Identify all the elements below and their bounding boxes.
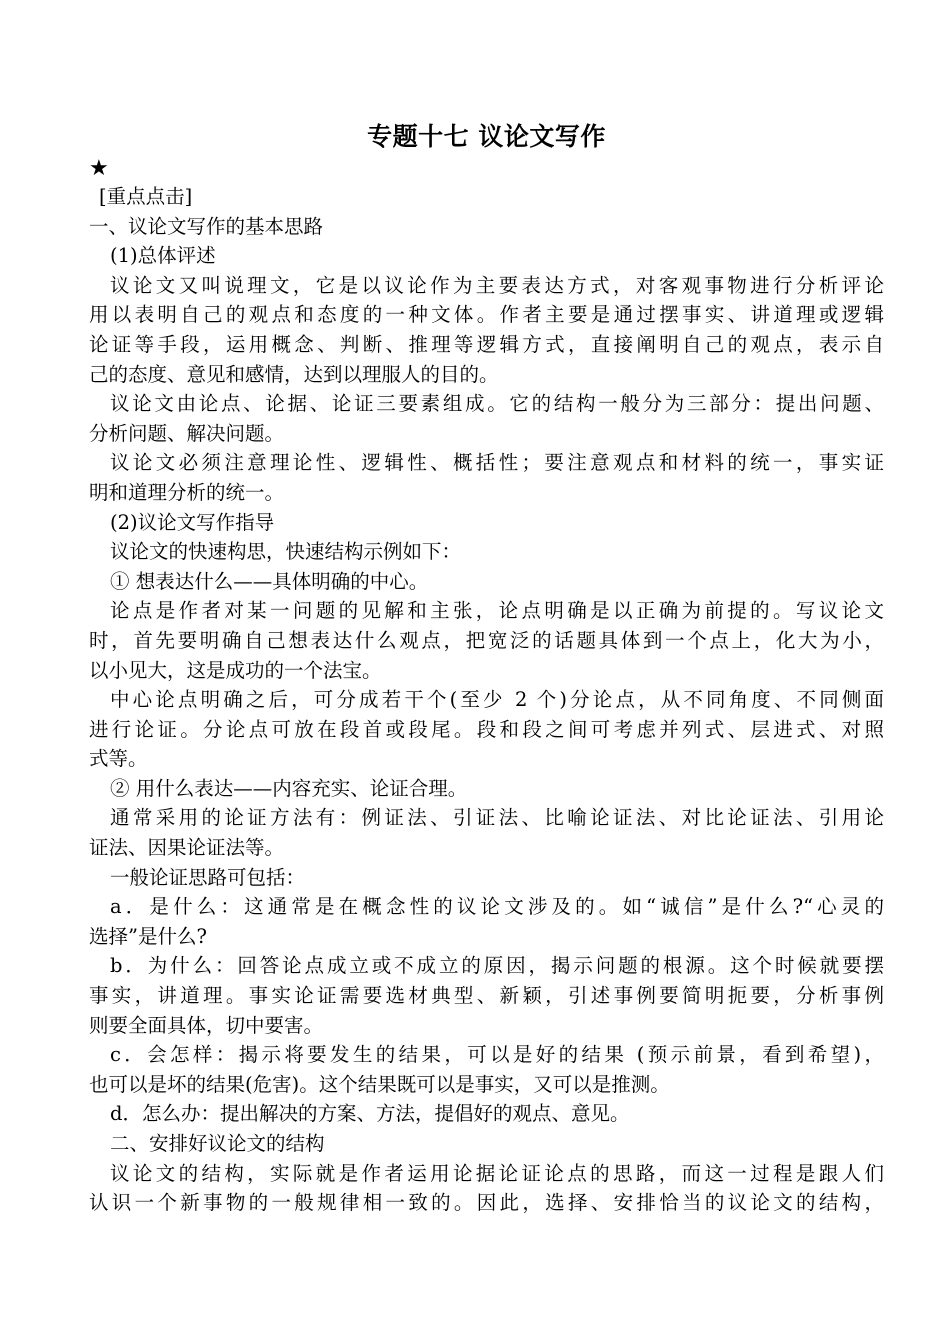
paragraph-line: 事实，讲道理。事实论证需要选材典型、新颖，引述事例要简明扼要，分析事例: [89, 984, 884, 1008]
document-title: 专题十七 议论文写作: [367, 122, 606, 151]
section-tag: [重点点击]: [99, 185, 193, 208]
paragraph-line: 议论文的结构，实际就是作者运用论据论证论点的思路，而这一过程是跟人们: [110, 1161, 884, 1185]
paragraph-line: c．会怎样：揭示将要发生的结果，可以是好的结果 (预示前景，看到希望)，: [110, 1043, 884, 1067]
star-icon: ★: [89, 156, 109, 181]
paragraph-line: 进行论证。分论点可放在段首或段尾。段和段之间可考虑并列式、层进式、对照: [89, 717, 884, 741]
section-heading: 一、议论文写作的基本思路: [89, 214, 324, 238]
list-item-heading: ① 想表达什么——具体明确的中心。: [110, 569, 429, 593]
paragraph-line: 选择”是什么?: [89, 924, 207, 948]
paragraph-line: 通常采用的论证方法有：例证法、引证法、比喻论证法、对比论证法、引用论: [110, 806, 884, 830]
paragraph-line: 议论文由论点、论据、论证三要素组成。它的结构一般分为三部分：提出问题、: [110, 392, 884, 416]
section-heading: 二、安排好议论文的结构: [110, 1132, 325, 1155]
paragraph-line: 议论文又叫说理文，它是以议论作为主要表达方式，对客观事物进行分析评论: [110, 273, 884, 297]
paragraph-line: 式等。: [89, 747, 148, 771]
paragraph-line: b．为什么：回答论点成立或不成立的原因，揭示问题的根源。这个时候就要摆: [110, 954, 884, 978]
subsection-heading: (2)议论文写作指导: [110, 510, 275, 534]
list-item-heading: ② 用什么表达——内容充实、论证合理。: [110, 776, 468, 800]
paragraph-line: 议论文必须注意理论性、逻辑性、概括性；要注意观点和材料的统一，事实证: [110, 451, 884, 475]
paragraph-line: 以小见大，这是成功的一个法宝。: [89, 658, 382, 682]
paragraph-line: 认识一个新事物的一般规律相一致的。因此，选择、安排恰当的议论文的结构，: [89, 1191, 884, 1215]
subsection-heading: (1)总体评述: [110, 244, 216, 268]
paragraph-line: a．是什么：这通常是在概念性的议论文涉及的。如“诚信”是什么?“心灵的: [110, 895, 884, 919]
document-page: [89, 118, 884, 1218]
paragraph-line: 明和道理分析的统一。: [89, 480, 285, 504]
paragraph-line: 议论文的快速构思，快速结构示例如下：: [110, 540, 462, 564]
paragraph-line: 中心论点明确之后，可分成若干个(至少 2 个)分论点，从不同角度、不同侧面: [110, 688, 884, 712]
paragraph-line: 论点是作者对某一问题的见解和主张，论点明确是以正确为前提的。写议论文: [110, 599, 884, 623]
paragraph-line: 己的态度、意见和感情，达到以理服人的目的。: [89, 362, 499, 386]
paragraph-line: 用以表明自己的观点和态度的一种文体。作者主要是通过摆事实、讲道理或逻辑: [89, 303, 884, 327]
paragraph-line: 时，首先要明确自己想表达什么观点，把宽泛的话题具体到一个点上，化大为小，: [89, 628, 884, 652]
paragraph-line: 也可以是坏的结果(危害)。这个结果既可以是事实，又可以是推测。: [89, 1072, 670, 1096]
paragraph-line: 一般论证思路可包括：: [110, 865, 306, 889]
paragraph-line: 证法、因果论证法等。: [89, 836, 285, 860]
paragraph-line: d．怎么办：提出解决的方案、方法，提倡好的观点、意见。: [110, 1102, 630, 1126]
paragraph-line: 论证等手段，运用概念、判断、推理等逻辑方式，直接阐明自己的观点，表示自: [89, 332, 884, 356]
paragraph-line: 则要全面具体，切中要害。: [89, 1013, 324, 1037]
paragraph-line: 分析问题、解决问题。: [89, 421, 285, 445]
